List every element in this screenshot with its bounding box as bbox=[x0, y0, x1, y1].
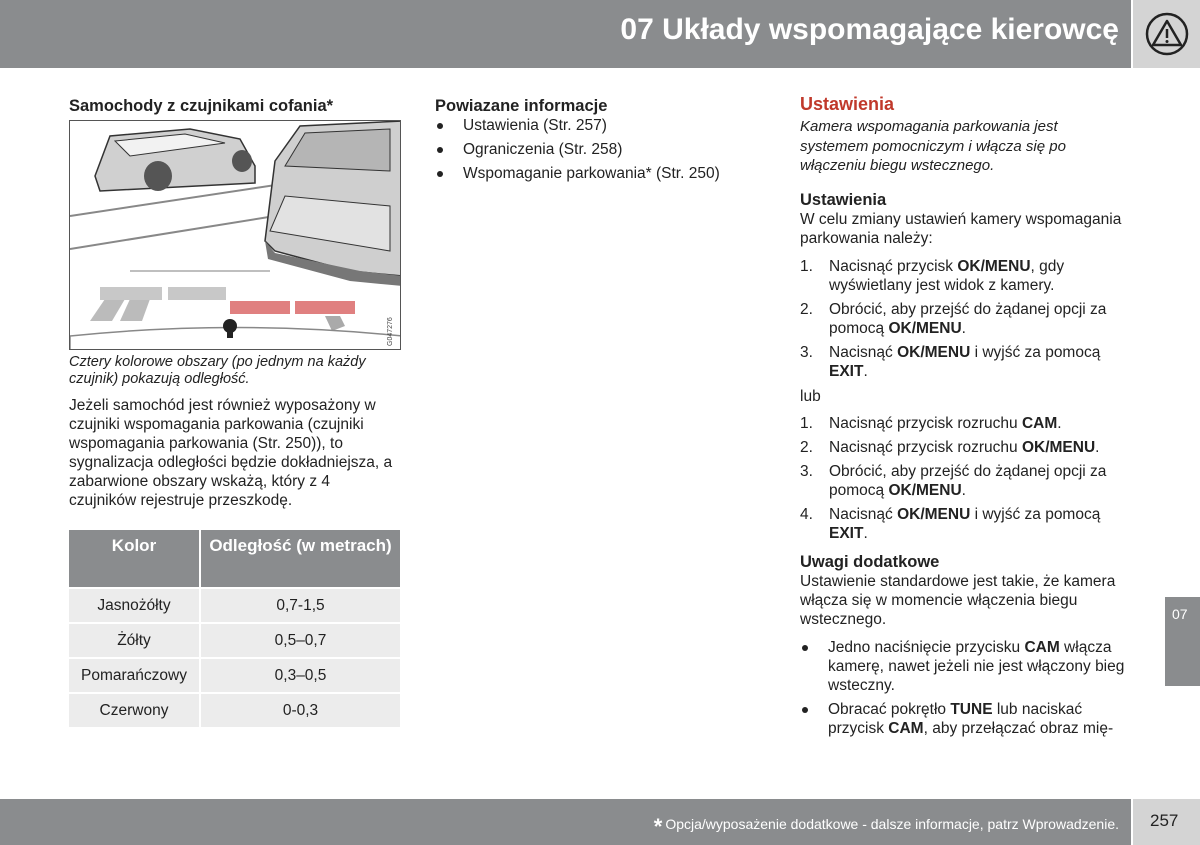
figure-caption: Cztery kolorowe obszary (po jednym na każdy czujnik) pokazują odległość. bbox=[69, 354, 366, 387]
step-item: 1. Nacisnąć przycisk OK/MENU, gdy wyświetlany jest widok z kamery. bbox=[800, 257, 1065, 294]
chapter-tab bbox=[1165, 597, 1200, 686]
table-cell: 0,5–0,7 bbox=[201, 622, 400, 657]
footer-note-text: Opcja/wyposażenie dodatkowe - dalsze informacje, patrz Wprowadzenie. bbox=[665, 816, 1119, 832]
warning-box bbox=[1133, 0, 1200, 68]
page-number-box bbox=[1133, 799, 1200, 845]
step-item: 3. Nacisnąć OK/MENU i wyjść za pomocą EXIT. bbox=[800, 343, 1101, 380]
middle-column bbox=[435, 92, 755, 188]
table-cell: Żółty bbox=[69, 622, 201, 657]
settings-subtext: W celu zmiany ustawień kamery wspomagania parkowania należy: bbox=[800, 210, 1122, 247]
table-header-distance: Odległość (w metrach) bbox=[201, 530, 400, 587]
step-item: 2. Obrócić, aby przejść do żądanej opcji za pomocą OK/MENU. bbox=[800, 300, 1107, 337]
bullet-item: Jedno naciśnięcie przycisku CAM włącza kamerę, nawet jeżeli nie jest włączony bieg wsteczny. bbox=[800, 638, 1130, 695]
table-row bbox=[69, 692, 400, 727]
table-cell: Jasnożółty bbox=[69, 587, 201, 622]
related-info-heading: Powiazane informacje bbox=[435, 97, 608, 115]
right-column bbox=[800, 92, 1130, 743]
step-item: 2. Nacisnąć przycisk rozruchu OK/MENU. bbox=[800, 438, 1100, 456]
settings-intro: Kamera wspomagania parkowania jest systemem pomocniczym i włącza się po włączeniu biegu wstecznego. bbox=[800, 118, 1066, 174]
related-link[interactable]: Wspomaganie parkowania* (Str. 250) bbox=[435, 164, 755, 183]
warning-triangle-icon bbox=[1145, 12, 1189, 56]
table-cell: 0,3–0,5 bbox=[201, 657, 400, 692]
related-links-list bbox=[435, 116, 755, 183]
table-row bbox=[69, 587, 400, 622]
extra-text: Ustawienie standardowe jest takie, że kamera włącza się w momencie włączenia biegu wstecznego. bbox=[800, 572, 1116, 628]
steps-list-a bbox=[800, 257, 1130, 381]
chapter-tab-label: 07 bbox=[1172, 606, 1188, 622]
related-link[interactable]: Ustawienia (Str. 257) bbox=[435, 116, 755, 135]
page-number: 257 bbox=[1150, 811, 1179, 830]
table-cell: Czerwony bbox=[69, 692, 201, 727]
table-cell: Pomarańczowy bbox=[69, 657, 201, 692]
or-text: lub bbox=[800, 387, 821, 405]
distance-table bbox=[69, 530, 400, 727]
body-paragraph: Jeżeli samochód jest również wyposażony w czujniki wspomagania parkowania (czujniki wspomagania parkowania (Str. 250)), to sygnalizacja odległości będzie dokładniejsza, a zabarwione obszary wskażą, który z 4 czujników rejestruje przeszkodę. bbox=[69, 397, 393, 509]
figure-code: G047276 bbox=[387, 317, 394, 346]
step-item: 4. Nacisnąć OK/MENU i wyjść za pomocą EXIT. bbox=[800, 505, 1101, 542]
steps-list-b bbox=[800, 414, 1130, 543]
step-item: 3. Obrócić, aby przejść do żądanej opcji za pomocą OK/MENU. bbox=[800, 462, 1107, 499]
table-cell: 0-0,3 bbox=[201, 692, 400, 727]
page-header bbox=[0, 0, 1131, 68]
parking-camera-illustration bbox=[69, 120, 401, 350]
page-footer bbox=[0, 799, 1131, 845]
footer-note bbox=[654, 814, 1119, 840]
settings-heading: Ustawienia bbox=[800, 94, 895, 114]
table-row bbox=[69, 657, 400, 692]
table-cell: 0,7-1,5 bbox=[201, 587, 400, 622]
settings-subheading: Ustawienia bbox=[800, 190, 887, 209]
table-header-color: Kolor bbox=[69, 530, 201, 587]
related-link[interactable]: Ograniczenia (Str. 258) bbox=[435, 140, 755, 159]
section-heading: Samochody z czujnikami cofania* bbox=[69, 97, 334, 115]
extra-bullets bbox=[800, 638, 1130, 738]
chapter-title: 07 Układy wspomagające kierowcę bbox=[620, 13, 1119, 46]
asterisk-mark: * bbox=[653, 814, 663, 839]
left-column bbox=[69, 92, 401, 719]
bullet-item: Obracać pokrętło TUNE lub naciskać przycisk CAM, aby przełączać obraz mię- bbox=[800, 700, 1130, 738]
table-row bbox=[69, 622, 400, 657]
extra-heading: Uwagi dodatkowe bbox=[800, 552, 940, 571]
step-item: 1. Nacisnąć przycisk rozruchu CAM. bbox=[800, 414, 1062, 432]
